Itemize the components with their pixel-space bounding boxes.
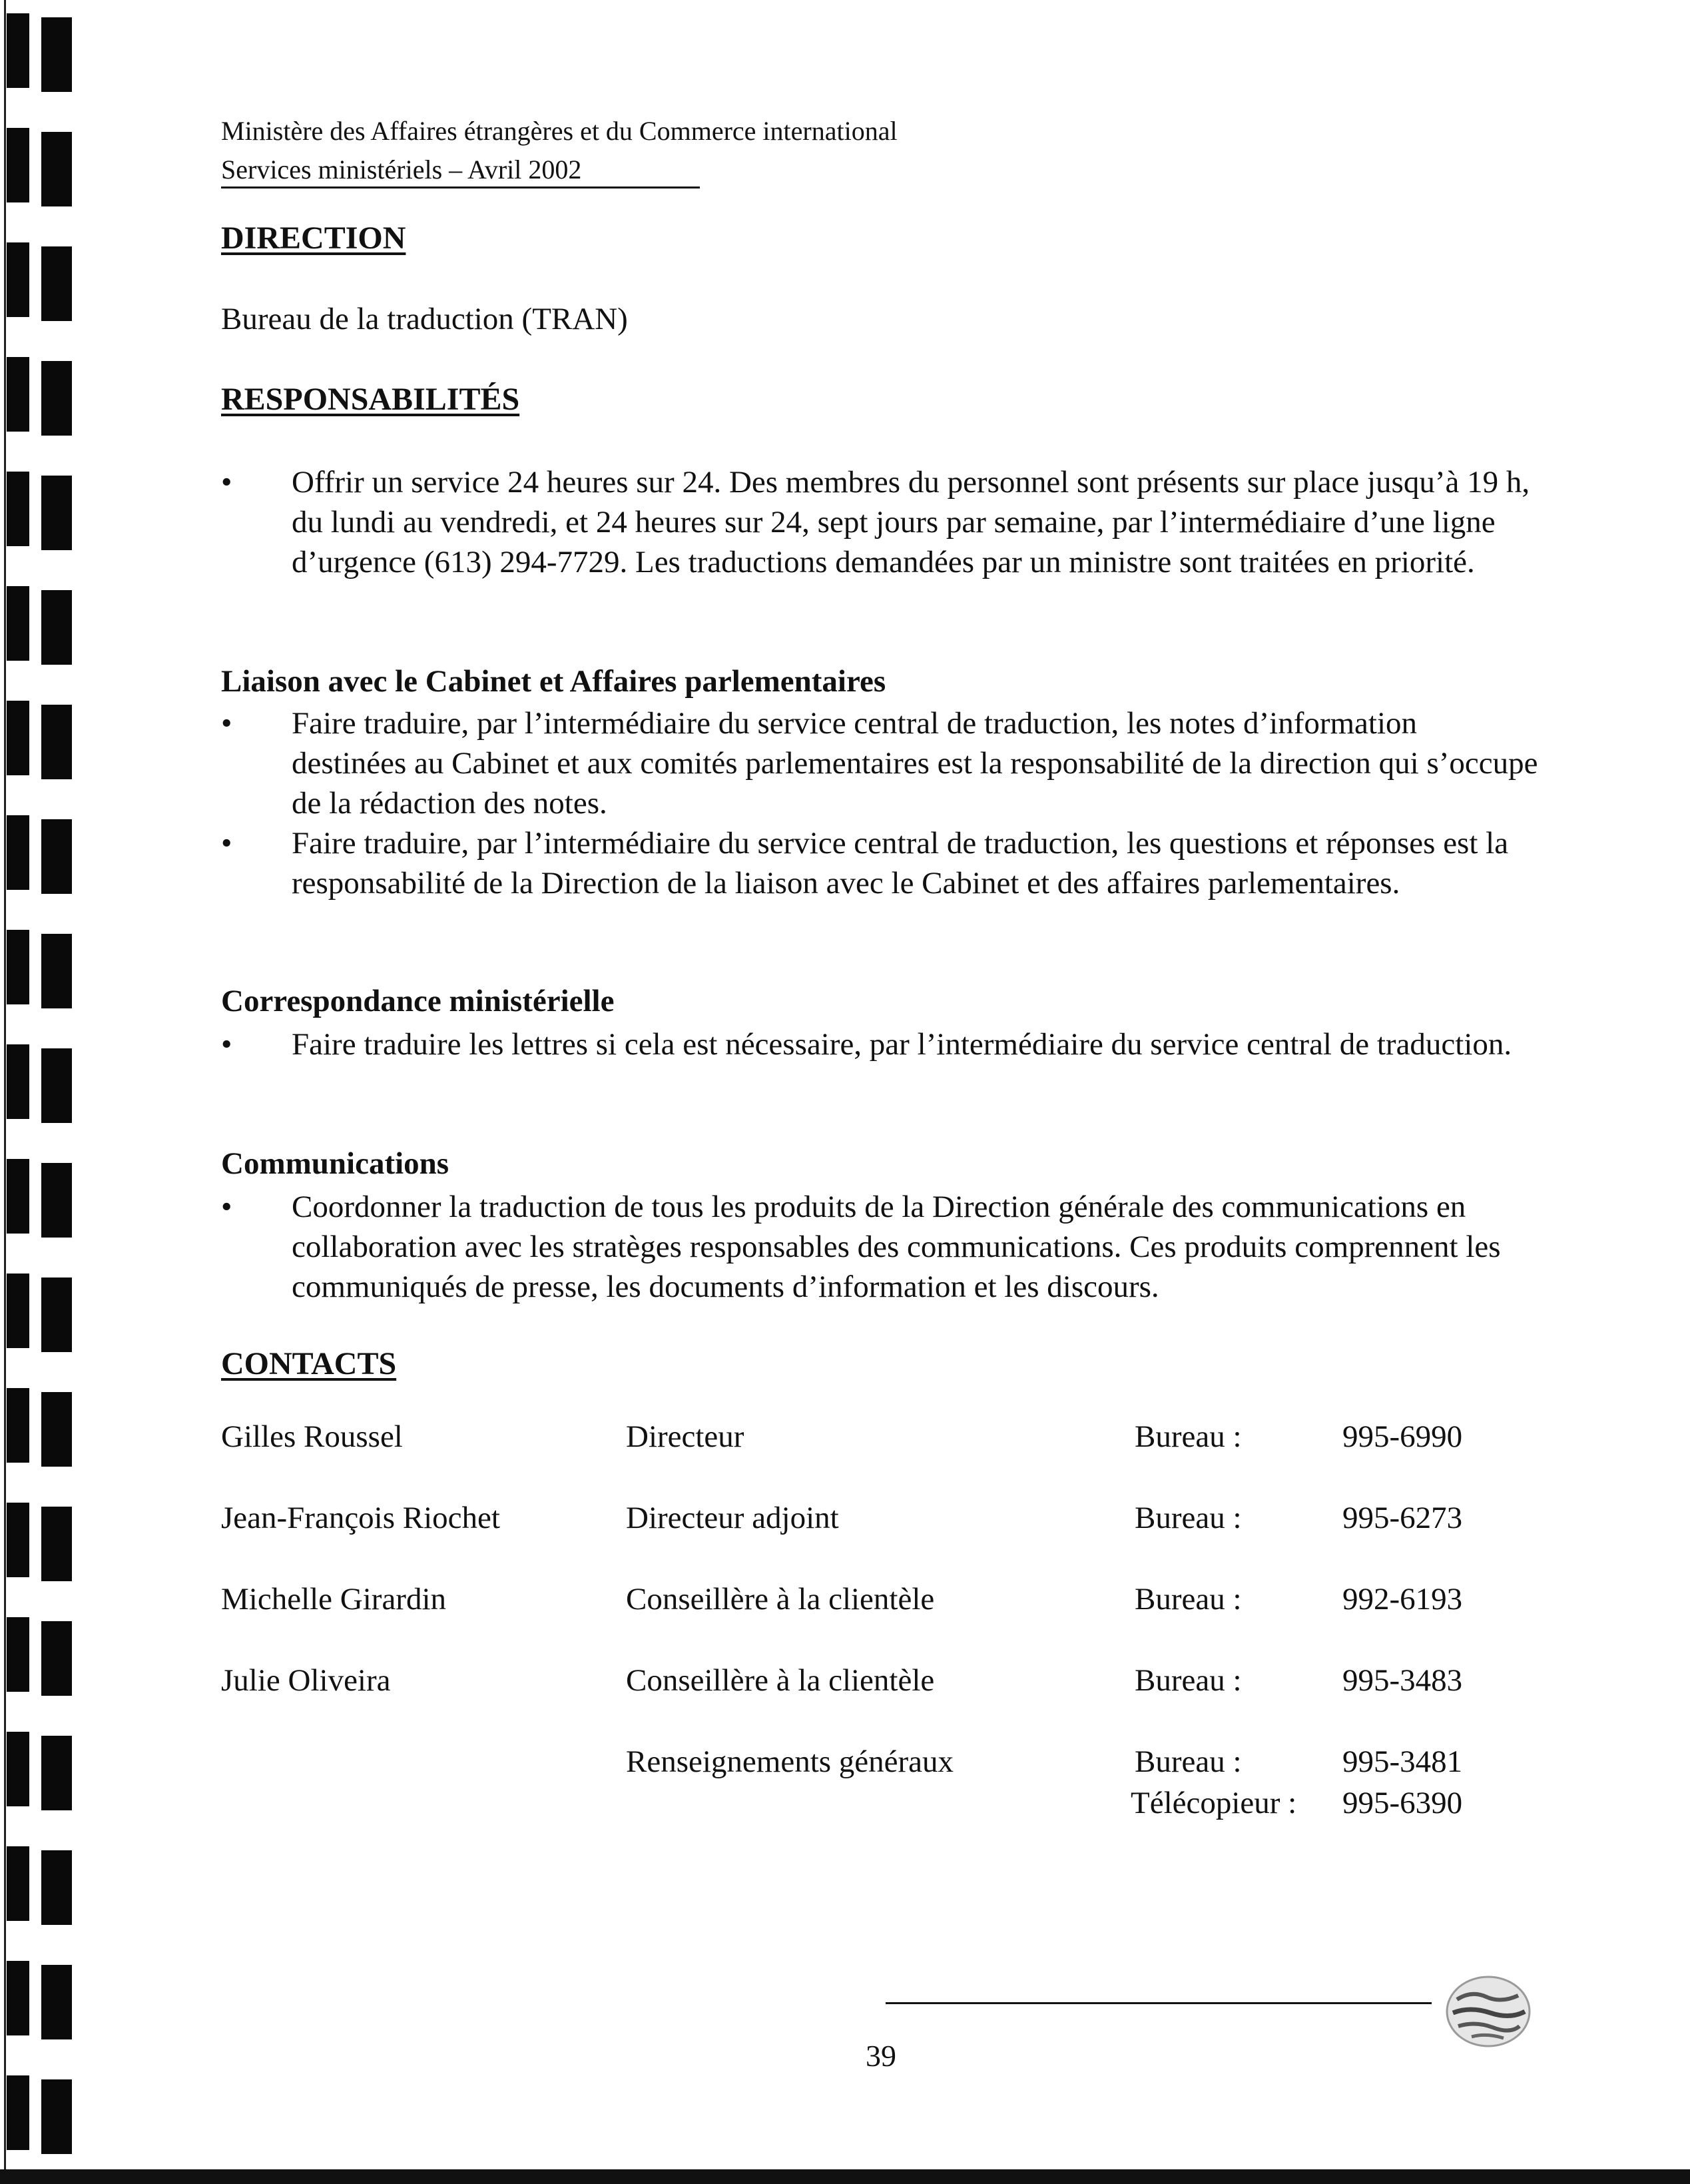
binding-ring [7, 1617, 29, 1692]
page-bottom-edge [0, 2169, 1690, 2184]
contact-role: Conseillère à la clientèle [626, 1663, 935, 1698]
binding-ring [41, 1048, 72, 1123]
list-item-text: Faire traduire les lettres si cela est nécessaire, par l’intermédiaire du service central de traduction. [292, 1027, 1512, 1062]
binding-ring [7, 1503, 29, 1577]
binding-ring [7, 1732, 29, 1806]
list-item-text: Offrir un service 24 heures sur 24. Des membres du personnel sont présents sur place jusqu’à 19 h, du lundi au vendredi, et 24 heures sur 24, sept jours par semaine, par l’intermédiaire d’une ligne d’urgence (613) 294-7729. Les traductions demandées par un ministre sont traitées en priorité. [292, 465, 1530, 579]
contact-label: Bureau : [1135, 1663, 1242, 1698]
contact-name: Michelle Girardin [221, 1582, 447, 1617]
communications-list [221, 1187, 1540, 1307]
binding-ring [7, 701, 29, 775]
binding-ring [7, 357, 29, 432]
binding-ring [41, 361, 72, 436]
binding-ring [7, 242, 29, 317]
contact-number: 995-6990 [1342, 1419, 1463, 1454]
contact-number: 995-3481 [1342, 1744, 1463, 1779]
binding-ring [7, 472, 29, 546]
bullet-icon: • [221, 465, 232, 500]
binding-ring [41, 819, 72, 894]
bullet-icon: • [221, 826, 232, 861]
contact-label: Bureau : [1135, 1501, 1242, 1535]
binding-ring [7, 586, 29, 661]
contacts-heading: CONTACTS [221, 1346, 397, 1381]
binding-ring [7, 815, 29, 890]
binding-ring [41, 1850, 72, 1925]
list-item-text: Faire traduire, par l’intermédiaire du service central de traduction, les questions et réponses est la responsabilité de la Direction de la liaison avec le Cabinet et des affaires parlementaires. [292, 826, 1509, 901]
binding-ring [7, 13, 29, 88]
globe-logo-icon [1438, 1972, 1538, 2051]
contact-name: Jean-François Riochet [221, 1501, 500, 1535]
binding-ring [41, 246, 72, 321]
binding-ring [41, 2079, 72, 2154]
spiral-binding [0, 0, 80, 2184]
bullet-icon: • [221, 1027, 232, 1062]
list-item-text: Coordonner la traduction de tous les produits de la Direction générale des communications en collaboration avec les stratèges responsables des communications. Ces produits comprennent les communiqués de presse, les documents d’information et les discours. [292, 1190, 1501, 1304]
binding-ring [41, 1965, 72, 2039]
contact-role: Directeur [626, 1419, 744, 1454]
binding-ring [41, 934, 72, 1008]
binding-ring [41, 17, 72, 92]
header-section-date: Services ministériels – Avril 2002 [221, 153, 700, 188]
list-item [221, 1187, 1540, 1307]
list-item [221, 703, 1540, 823]
correspondance-heading: Correspondance ministérielle [221, 984, 615, 1018]
list-item [221, 462, 1540, 582]
binding-ring [7, 1159, 29, 1234]
contact-label: Bureau : [1135, 1419, 1242, 1454]
binding-ring [7, 1846, 29, 1921]
contact-label: Bureau : [1135, 1744, 1242, 1779]
contact-role: Conseillère à la clientèle [626, 1582, 935, 1617]
contact-label: Bureau : [1135, 1582, 1242, 1617]
contact-number: 995-3483 [1342, 1663, 1463, 1698]
binding-ring [41, 1507, 72, 1581]
correspondance-list [221, 1024, 1540, 1064]
binding-ring [41, 132, 72, 206]
binding-ring [7, 1388, 29, 1463]
binding-ring [41, 1163, 72, 1238]
bullet-icon: • [221, 1190, 232, 1224]
binding-ring [41, 590, 72, 665]
binding-ring [41, 476, 72, 550]
binding-ring [7, 930, 29, 1004]
binding-ring [41, 1736, 72, 1810]
list-item [221, 823, 1540, 903]
responsabilites-list [221, 462, 1540, 582]
binding-ring [7, 2075, 29, 2150]
contact-number: 992-6193 [1342, 1582, 1463, 1617]
running-header [221, 112, 898, 189]
binding-ring [41, 1621, 72, 1696]
liaison-heading: Liaison avec le Cabinet et Affaires parlementaires [221, 664, 886, 699]
header-ministry: Ministère des Affaires étrangères et du Commerce international [221, 116, 898, 146]
bullet-icon: • [221, 706, 232, 741]
direction-name: Bureau de la traduction (TRAN) [221, 302, 628, 336]
binding-ring [7, 128, 29, 202]
contact-role: Renseignements généraux [626, 1744, 954, 1779]
contact-name: Gilles Roussel [221, 1419, 403, 1454]
binding-ring [7, 1274, 29, 1348]
footer-rule [886, 2002, 1432, 2004]
binding-ring [7, 1961, 29, 2035]
contact-label: Télécopieur : [1131, 1786, 1297, 1820]
binding-edge [4, 0, 6, 2184]
binding-ring [7, 1044, 29, 1119]
contact-name: Julie Oliveira [221, 1663, 391, 1698]
direction-heading: DIRECTION [221, 220, 406, 256]
list-item-text: Faire traduire, par l’intermédiaire du service central de traduction, les notes d’information destinées au Cabinet et aux comités parlementaires est la responsabilité de la direction qui s’occupe de la rédaction des notes. [292, 706, 1538, 821]
binding-ring [41, 1392, 72, 1467]
list-item [221, 1024, 1540, 1064]
page-number: 39 [866, 2039, 896, 2073]
liaison-list [221, 703, 1540, 903]
contact-number: 995-6273 [1342, 1501, 1463, 1535]
binding-ring [41, 705, 72, 779]
contact-number: 995-6390 [1342, 1786, 1463, 1820]
responsabilites-heading: RESPONSABILITÉS [221, 382, 520, 417]
binding-ring [41, 1277, 72, 1352]
contact-role: Directeur adjoint [626, 1501, 839, 1535]
communications-heading: Communications [221, 1146, 449, 1181]
